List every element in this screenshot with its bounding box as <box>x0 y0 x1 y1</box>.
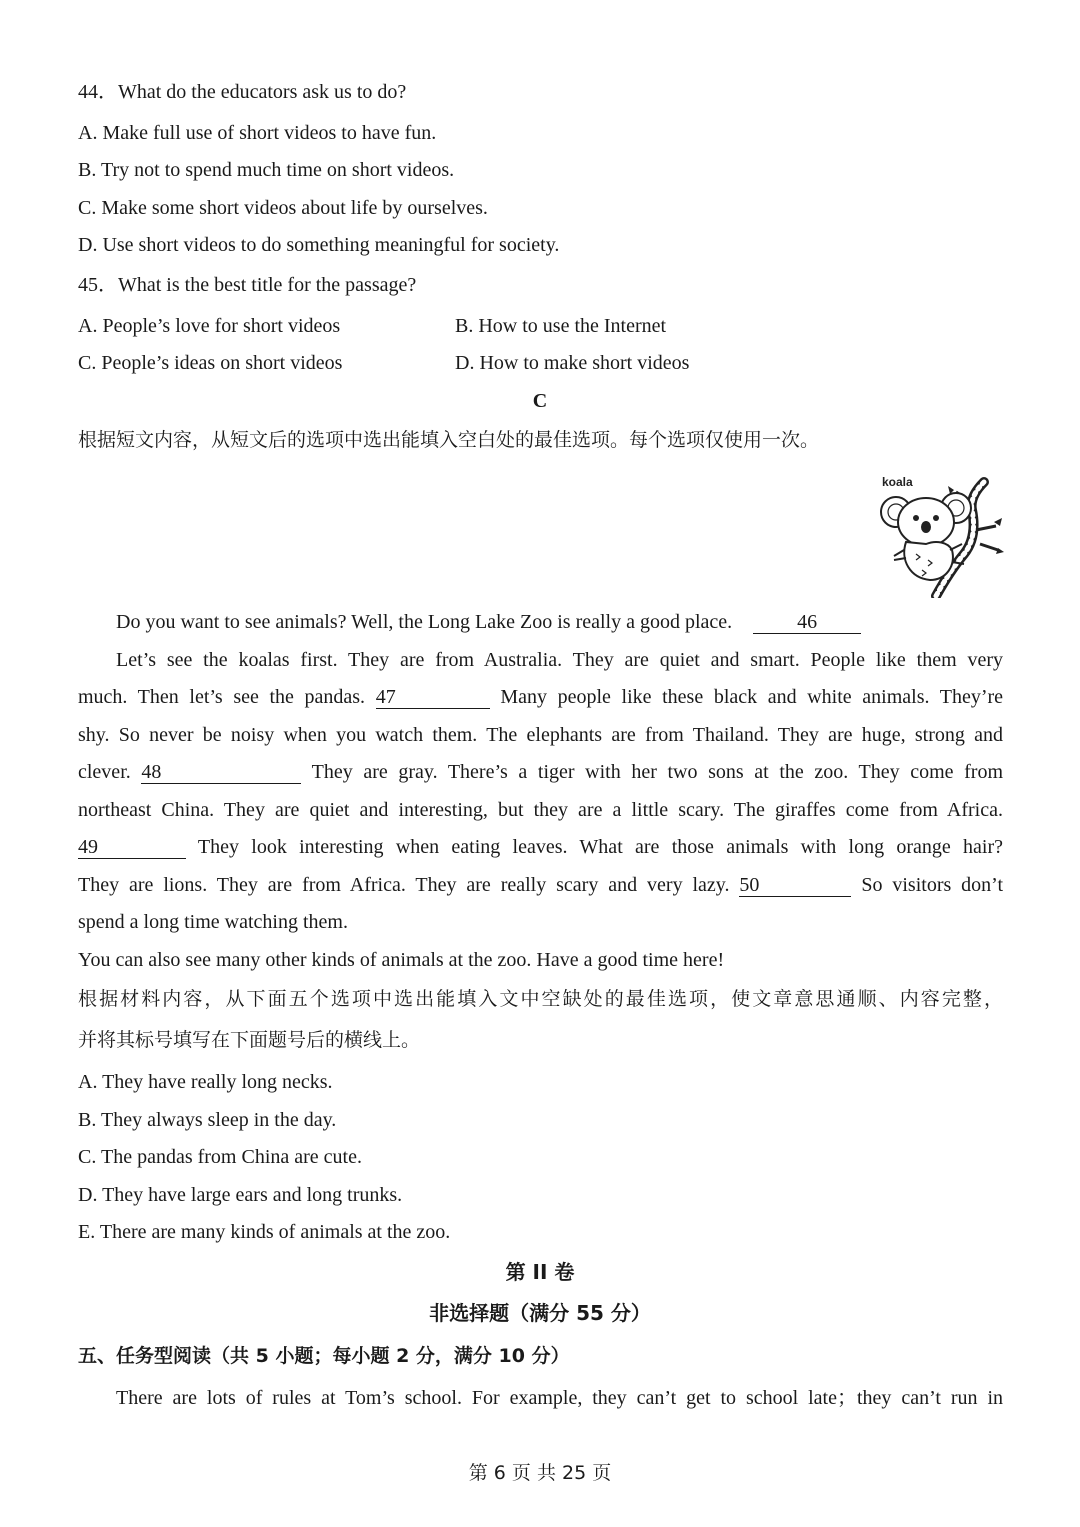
passage-line-9: spend a long time watching them. <box>78 911 348 933</box>
option-c: C. The pandas from China are cute. <box>78 1146 362 1168</box>
q45-option-a: A. People’s love for short videos <box>78 315 341 337</box>
passage-line-3 <box>78 683 1003 711</box>
passage-line-8 <box>78 871 1003 899</box>
q44-option-a: A. Make full use of short videos to have fun. <box>78 122 437 144</box>
blank-50[interactable]: 50 <box>739 874 851 897</box>
passage-text: Do you want to see animals? Well, the Long Lake Zoo is really a good place. <box>116 611 733 633</box>
blank-47[interactable]: 47 <box>376 686 490 709</box>
blank-46[interactable]: 46 <box>753 611 861 634</box>
passage-line-7 <box>78 833 1003 861</box>
q44-option-b: B. Try not to spend much time on short videos. <box>78 159 455 181</box>
passage-line-4: shy. So never be noisy when you watch them. The elephants are from Thailand. They are huge, strong and <box>78 724 1003 746</box>
passage-line-10: You can also see many other kinds of animals at the zoo. Have a good time here! <box>78 949 725 971</box>
q45-option-b: B. How to use the Internet <box>455 315 667 337</box>
passage-text: They are lions. They are from Africa. They are really scary and very lazy. <box>78 874 730 896</box>
passage-text: They look interesting when eating leaves. What are those animals with long orange hair? <box>197 836 1003 858</box>
koala-label: koala <box>882 475 913 489</box>
section-c-instruction-2: 根据材料内容，从下面五个选项中选出能填入文中空缺处的最佳选项，使文章意思通顺、内容完整， <box>78 988 1003 1010</box>
q45-option-c: C. People’s ideas on short videos <box>78 352 343 374</box>
q44-question: 44．What do the educators ask us to do? <box>78 81 407 103</box>
part2-title: 第 II 卷 <box>505 1260 575 1284</box>
koala-illustration <box>876 470 1004 598</box>
page-footer: 第 6 页 共 25 页 <box>468 1462 612 1484</box>
option-e: E. There are many kinds of animals at the zoo. <box>78 1221 451 1243</box>
passage-line-1 <box>116 608 861 636</box>
passage-text: They are gray. There’s a tiger with her two sons at the zoo. They come from <box>311 761 1004 783</box>
section-5-heading: 五、任务型阅读（共 5 小题；每小题 2 分，满分 10 分） <box>78 1345 570 1367</box>
passage-text: Many people like these black and white animals. They’re <box>500 686 1004 708</box>
option-a: A. They have really long necks. <box>78 1071 333 1093</box>
q45-option-d: D. How to make short videos <box>455 352 690 374</box>
option-b: B. They always sleep in the day. <box>78 1109 337 1131</box>
blank-49[interactable]: 49 <box>78 836 186 859</box>
section-c-heading: C <box>532 390 548 412</box>
passage-text: much. Then let’s see the pandas. <box>78 686 366 708</box>
q45-question: 45．What is the best title for the passage? <box>78 274 417 296</box>
passage-line-5 <box>78 758 1003 786</box>
section-5-passage-start: There are lots of rules at Tom’s school. For example, they can’t get to school late；they can’t run in <box>116 1387 1003 1409</box>
passage-line-6: northeast China. They are quiet and interesting, but they are a little scary. The giraffes come from Africa. <box>78 799 1003 821</box>
section-c-instruction: 根据短文内容，从短文后的选项中选出能填入空白处的最佳选项。每个选项仅使用一次。 <box>78 429 820 451</box>
part2-subtitle: 非选择题（满分 55 分） <box>429 1301 651 1325</box>
passage-text: So visitors don’t <box>861 874 1004 896</box>
q44-option-d: D. Use short videos to do something meaningful for society. <box>78 234 560 256</box>
q44-option-c: C. Make some short videos about life by ourselves. <box>78 197 488 219</box>
option-d: D. They have large ears and long trunks. <box>78 1184 403 1206</box>
passage-line-2: Let’s see the koalas first. They are from Australia. They are quiet and smart. People like them very <box>116 649 1003 671</box>
passage-text: clever. <box>78 761 131 783</box>
section-c-instruction-2b: 并将其标号填写在下面题号后的横线上。 <box>78 1029 421 1051</box>
blank-48[interactable]: 48 <box>141 761 301 784</box>
